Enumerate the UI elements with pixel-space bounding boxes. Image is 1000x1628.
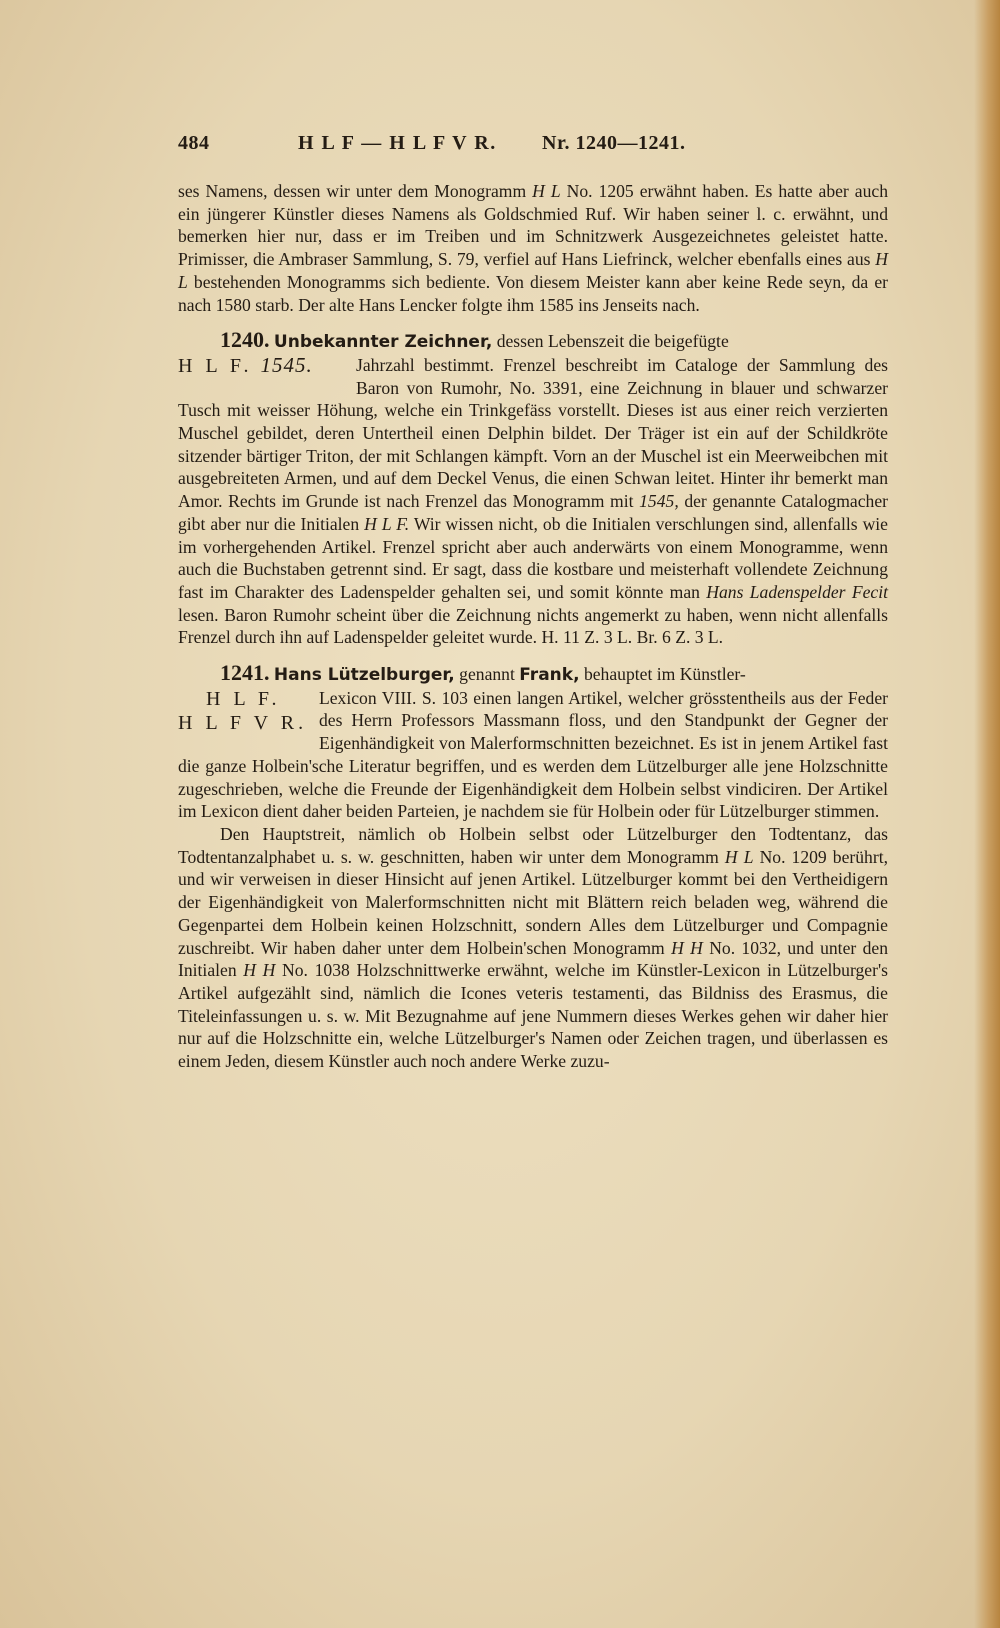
entry-name: Unbekannter Zeichner,	[273, 332, 493, 353]
monogram-ref: H L	[724, 846, 754, 867]
year-ref: 1545,	[639, 491, 679, 512]
page-edge	[974, 0, 1000, 1628]
monogram-ref: H H	[243, 960, 276, 981]
entry-number: 1240.	[220, 327, 270, 353]
continuation-paragraph: ses Namens, dessen wir unter dem Monogramm H L No. 1205 erwähnt haben. Es hatte aber auch ein jüngerer Künstler dieses Namens als Goldschmied Ruf. Wir haben seiner l. c. erwähnt, und bemerken hier nur, dass er im Treiben und im Schnitzwerk Ausgezeichnetes geleistet hatte. Primisser, die Ambraser Sammlung, S. 79, verfiel auf Hans Liefrinck, welcher ebenfalls eines aus H L bestehenden Monogramms sich bediente. Von diesem Meister kann aber keine Rede seyn, da er nach 1580 starb. Der alte Hans Lencker folgte ihm 1585 ins Jenseits nach.	[178, 181, 888, 315]
monogram-ref: H H	[671, 937, 703, 958]
running-title: H L F — H L F V R.	[298, 132, 497, 154]
monogram-year: 1545.	[260, 352, 313, 377]
entry-intro: Jahrzahl bestimmt. Frenzel beschreibt im Cataloge der Sammlung des Baron von Rumohr, No. 3391, eine Zeichnung in blauer und schwarzer Tusch mit weisser Höhung, welche ein Trinkgefäss vorstellt. Dieses ist aus einer reich verzierten Muschel gebildet, deren Untertheil einen Delphin bildet. Der Träger ist ein auf der Schildkröte sitzender bärtiger Triton, der mit Schlangen kämpft. Vorn an der Muschel ist ein Meerweibchen mit ausgebreiteten Armen, und auf dem Deckel Venus, die einen Schwan leitet. Hinter ihr bemerkt man Amor. Rechts im Grunde ist nach Frenzel das Monogramm mit	[178, 354, 888, 512]
body-text	[178, 180, 888, 1073]
entry-1240	[178, 329, 888, 649]
book-page	[178, 128, 888, 1073]
monogram-block	[178, 687, 313, 735]
entry-paragraph: Den Hauptstreit, nämlich ob Holbein selbst oder Lützelburger den Todtentanz, das Todtentanzalphabet u. s. w. geschnitten, haben wir unter dem Monogramm H L No. 1209 berührt, und wir verweisen in dieser Hinsicht auf jenen Artikel. Lützelburger kommt bei den Vertheidigern der Eigenhändigkeit von Malerformschnitten nicht mit Blättern reich beladen weg, während die Gegenpartei dem Holbein keinen Holzschnitt, sondern Alles dem Lützelburger und Compagnie zuschreibt. Wir haben daher unter dem Holbein'schen Monogramm H H No. 1032, und unter den Initialen H H No. 1038 Holzschnittwerke erwähnt, welche im Künstler-Lexicon in Lützelburger's Artikel aufgezählt sind, nämlich die Icones veteris testamenti, das Bildniss des Erasmus, die Titeleinfassungen u. s. w. Mit Bezugnahme auf jene Nummern dieses Werkes gehen wir daher hier nur auf die Holzschnitte ein, welche Lützelburger's Namen oder Zeichen tragen, und überlassen es einem Jeden, diesem Künstler auch noch andere Werke zuzu-	[178, 823, 888, 1072]
entry-text: behauptet im Künstler-	[583, 664, 746, 685]
reading-ref: Hans Ladenspelder Fecit	[706, 581, 888, 602]
initials-ref: H L F.	[364, 513, 410, 534]
entry-number: 1241.	[220, 660, 270, 686]
entry-body: Jahrzahl bestimmt. Frenzel beschreibt im Cataloge der Sammlung des Baron von Rumohr, No. 3391, eine Zeichnung in blauer und schwarzer Tusch mit weisser Höhung, welche ein Trinkgefäss vorstellt. Dieses ist aus einer reich verzierten Muschel gebildet, deren Untertheil einen Delphin bildet. Der Träger ist ein auf der Schildkröte sitzender bärtiger Triton, der mit Schlangen kämpft. Vorn an der Muschel ist ein Meerweibchen mit ausgebreiteten Armen, und auf dem Deckel Venus, die einen Schwan leitet. Hinter ihr bemerkt man Amor. Rechts im Grunde ist nach Frenzel das Monogramm mit 1545, der genannte Catalogmacher gibt aber nur die Initialen H L F. Wir wissen nicht, ob die Initialen verschlungen sind, allenfalls wie im vorhergehenden Artikel. Frenzel spricht aber auch anderwärts von einem Monogramme, wenn auch die Buchstaben getrennt sind. Er sagt, dass die kostbare und meisterhaft vollendete Zeichnung fast im Charakter des Ladenspelder gehalten sei, und somit könnte man Hans Ladenspelder Fecit lesen. Baron Rumohr scheint über die Zeichnung nichts angemerkt zu haben, wenn nicht allenfalls Frenzel durch ihn auf Ladenspelder geleitet wurde. H. 11 Z. 3 L. Br. 6 Z. 3 L.	[178, 354, 888, 648]
monogram: H L F V R.	[178, 711, 308, 734]
entry-heading: 1241. Hans Lützelburger, genannt Frank, behauptet im Künstler-	[220, 660, 746, 686]
entry-text: dessen Lebenszeit die beigefügte	[496, 331, 729, 352]
entry-1241	[178, 662, 888, 1073]
entry-alias: Frank,	[519, 665, 580, 686]
monogram: H L F.	[206, 687, 281, 710]
entry-heading	[178, 329, 888, 354]
running-head	[178, 128, 888, 158]
entry-body: Lexicon VIII. S. 103 einen langen Artikel, welcher grösstentheils aus der Feder des Herrn Professors Massmann floss, und den Standpunkt der Gegner der Eigenhändigkeit von Malerformschnitten bezeichnet. Es ist in jenem Artikel fast die ganze Holbein'sche Literatur begriffen, und es werden dem Lützelburger alle jene Holzschnitte zugeschrieben, welche die Freunde der Eigenhändigkeit dem Holbein selbst vindiciren. Der Artikel im Lexicon dient daher beiden Parteien, je nachdem sie für Holbein oder für Lützelburger stimmen.	[178, 687, 888, 822]
monogram-ref: H L	[178, 249, 888, 292]
page-number: 484	[178, 132, 210, 154]
monogram: H L F.	[178, 354, 253, 377]
entry-name: Hans Lützelburger,	[273, 665, 455, 686]
entry-range: Nr. 1240—1241.	[542, 132, 686, 154]
monogram-block	[178, 354, 350, 378]
monogram-ref: H L	[532, 181, 561, 201]
